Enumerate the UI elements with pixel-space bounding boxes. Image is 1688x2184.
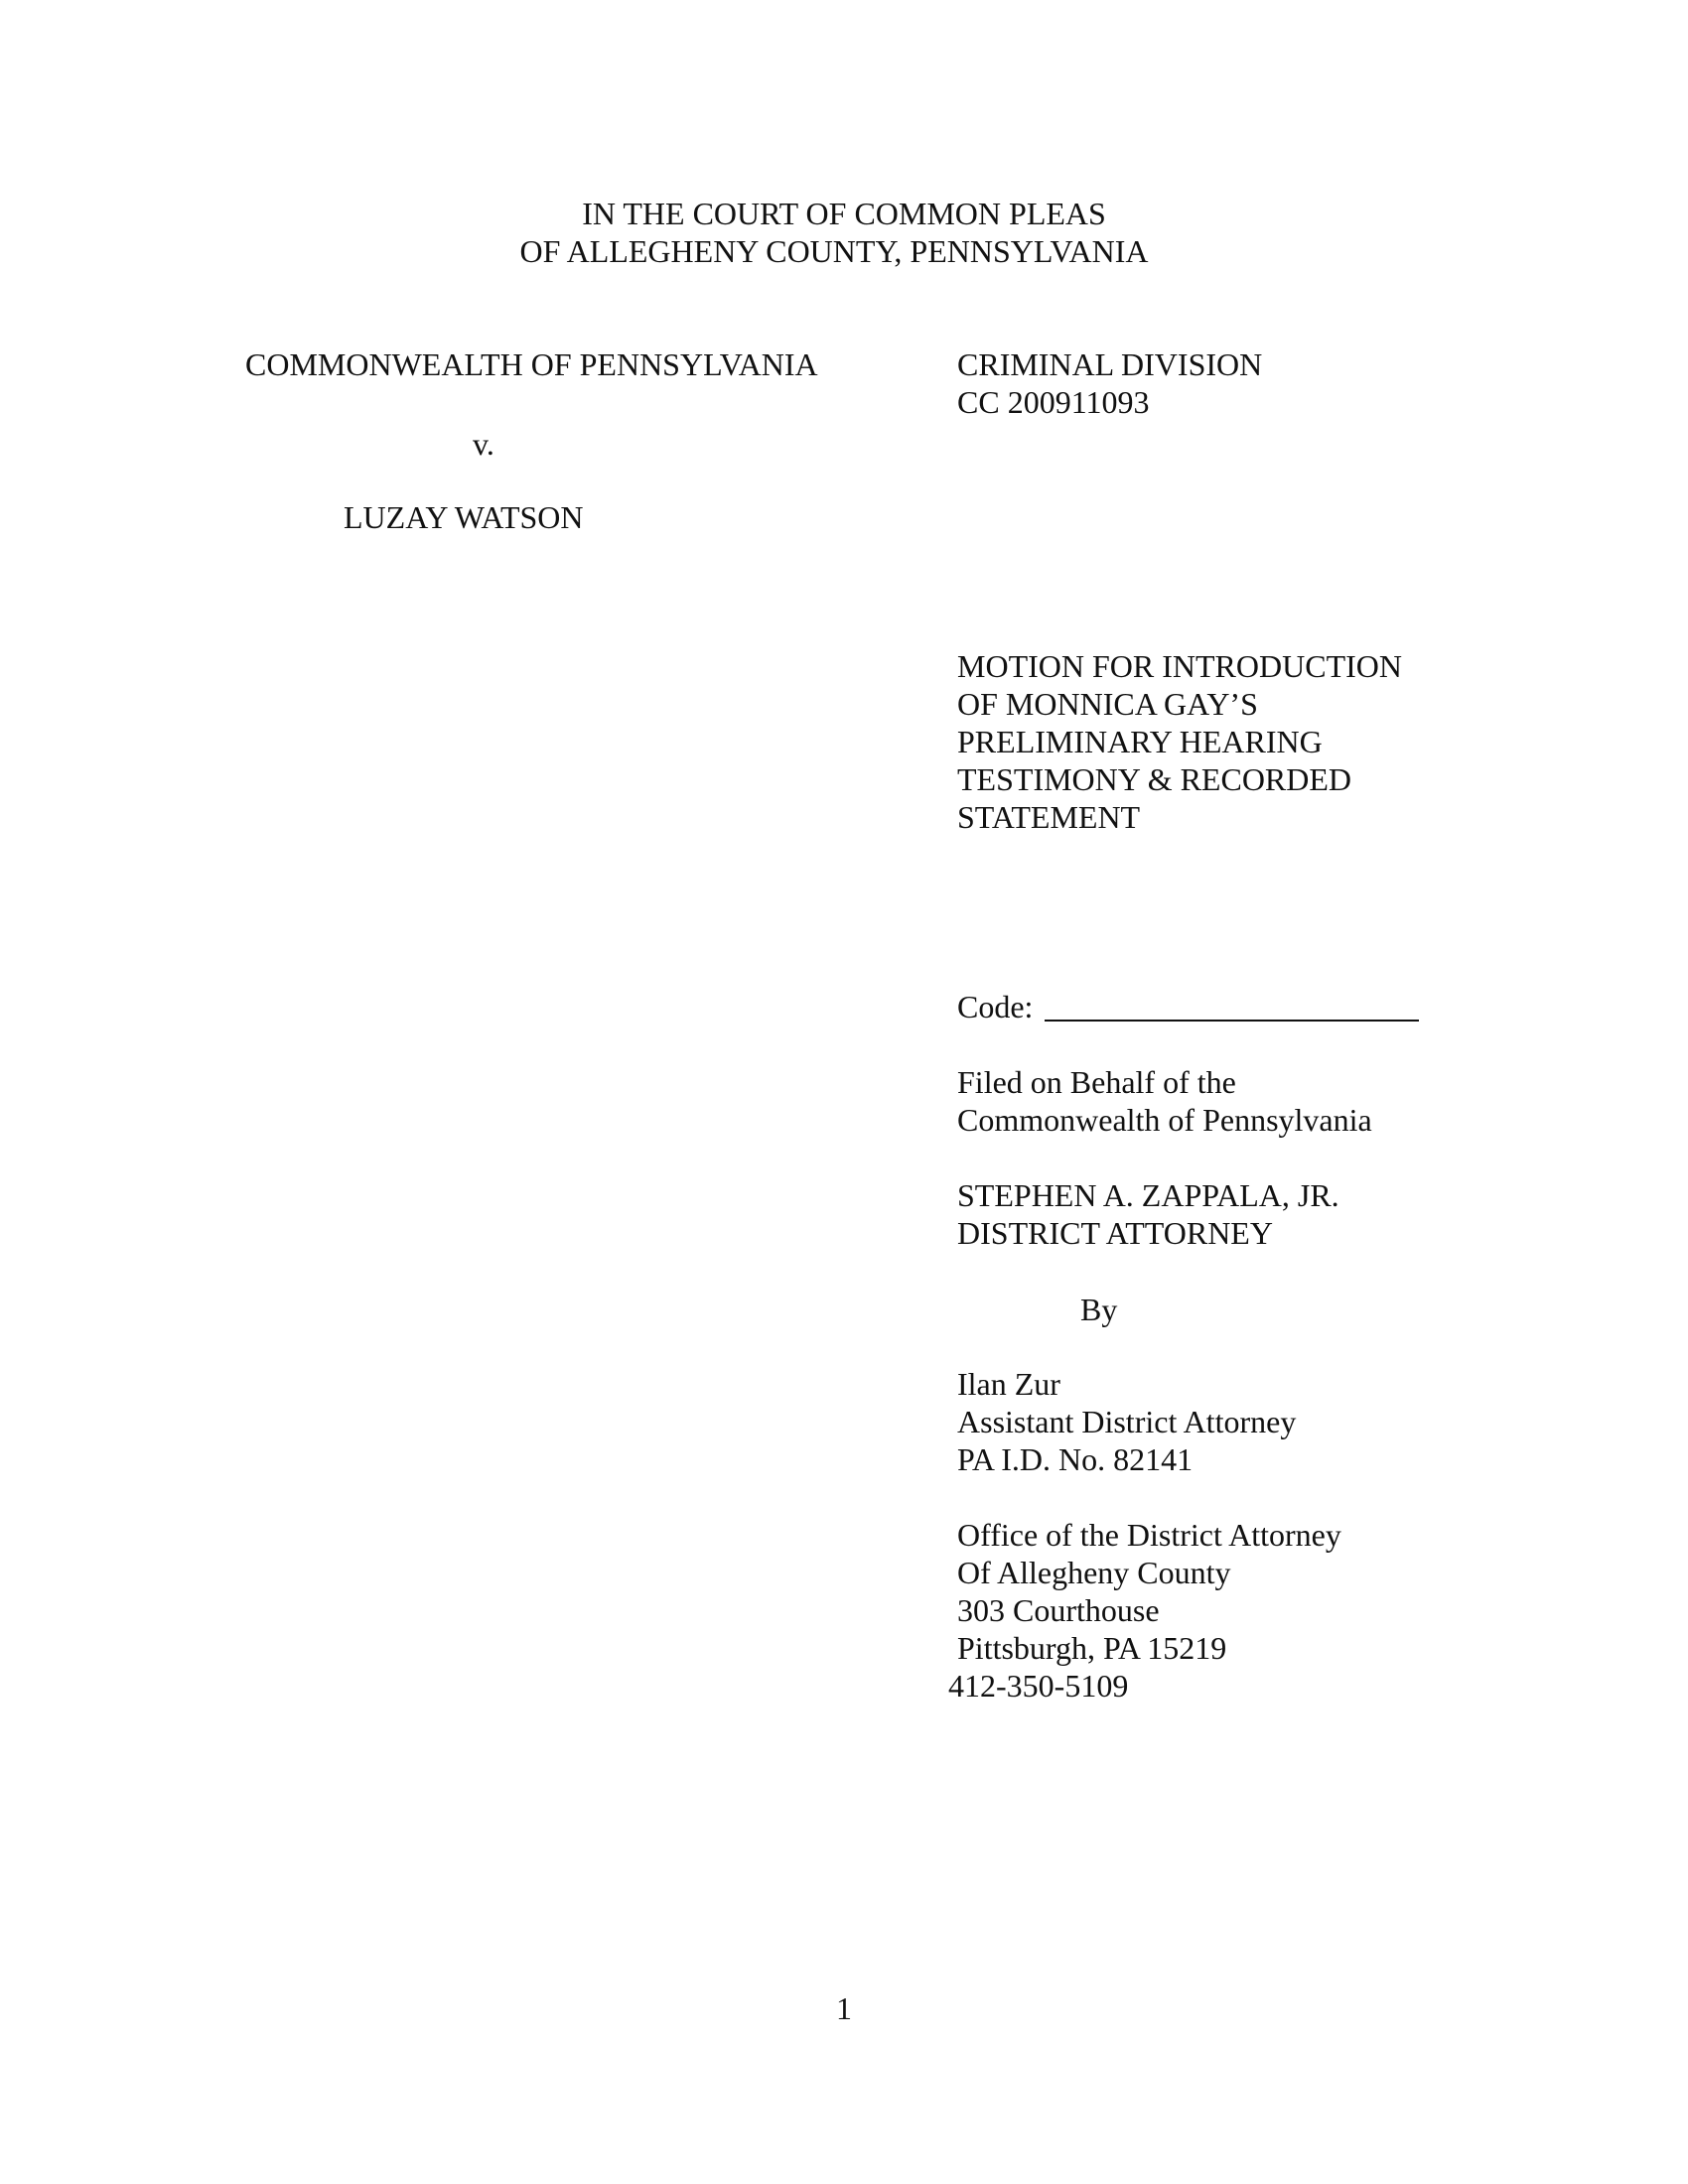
court-heading-line-2: OF ALLEGHENY COUNTY, PENNSYLVANIA	[519, 233, 1149, 269]
case-number: CC 200911093	[957, 384, 1150, 420]
office-phone: 412-350-5109	[948, 1668, 1129, 1704]
motion-title-line: PRELIMINARY HEARING	[957, 724, 1323, 759]
office-line: 303 Courthouse	[957, 1592, 1160, 1628]
court-heading	[0, 195, 1688, 270]
by-label: By	[1080, 1292, 1118, 1327]
attorney-title: Assistant District Attorney	[957, 1404, 1297, 1439]
versus-label: v.	[473, 426, 494, 462]
filed-on-behalf-line: Filed on Behalf of the	[957, 1064, 1236, 1100]
motion-title-line: TESTIMONY & RECORDED	[957, 761, 1352, 797]
motion-title-line: MOTION FOR INTRODUCTION	[957, 648, 1402, 684]
motion-title-line: STATEMENT	[957, 799, 1141, 835]
office-line: Office of the District Attorney	[957, 1517, 1341, 1553]
district-attorney-title: DISTRICT ATTORNEY	[957, 1215, 1273, 1251]
office-line: Pittsburgh, PA 15219	[957, 1630, 1227, 1666]
motion-title	[957, 647, 1402, 836]
motion-title-line: OF MONNICA GAY’S	[957, 686, 1258, 722]
plaintiff-name: COMMONWEALTH OF PENNSYLVANIA	[245, 346, 818, 382]
division-block	[957, 345, 1262, 421]
page-number: 1	[836, 1990, 852, 2026]
filed-on-behalf-line: Commonwealth of Pennsylvania	[957, 1102, 1372, 1138]
court-heading-line-1: IN THE COURT OF COMMON PLEAS	[582, 196, 1106, 231]
filed-on-behalf-block	[957, 1063, 1372, 1139]
office-line: Of Allegheny County	[957, 1555, 1231, 1590]
district-attorney-block	[957, 1176, 1339, 1252]
district-attorney-name: STEPHEN A. ZAPPALA, JR.	[957, 1177, 1339, 1213]
code-label: Code:	[957, 989, 1034, 1024]
code-blank-line	[1045, 1020, 1419, 1022]
code-row	[957, 988, 1419, 1025]
division-label: CRIMINAL DIVISION	[957, 346, 1263, 382]
office-address-block	[957, 1516, 1341, 1667]
defendant-name: LUZAY WATSON	[344, 499, 584, 535]
attorney-id: PA I.D. No. 82141	[957, 1441, 1194, 1477]
attorney-block	[957, 1365, 1296, 1478]
attorney-name: Ilan Zur	[957, 1366, 1060, 1402]
